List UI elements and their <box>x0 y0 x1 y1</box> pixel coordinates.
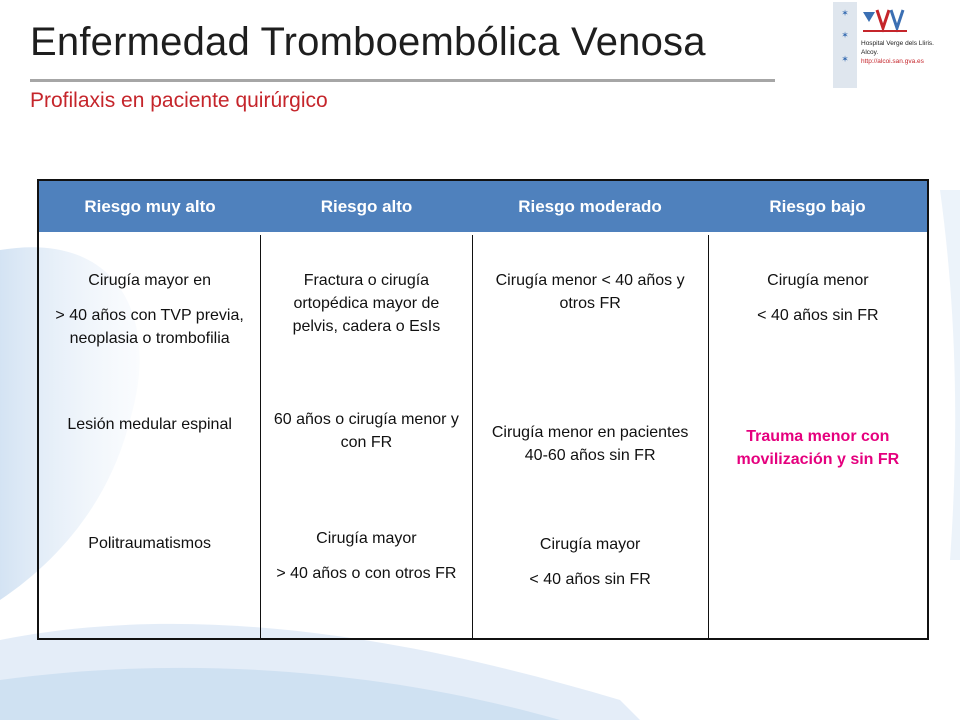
risk-item <box>481 421 700 467</box>
risk-item <box>481 533 700 591</box>
risk-item-text: Cirugía menor <box>767 272 869 289</box>
risk-item-text: < 40 años sin FR <box>757 307 879 324</box>
risk-table <box>37 179 929 640</box>
risk-item <box>269 527 463 585</box>
risk-item <box>269 269 463 338</box>
risk-item-text: Cirugía menor < 40 años y otros FR <box>495 272 685 312</box>
page-subtitle: Profilaxis en paciente quirúrgico <box>30 89 328 112</box>
risk-item-text: Cirugía mayor <box>316 530 417 547</box>
header-low-risk: Riesgo bajo <box>769 196 866 216</box>
risk-item-text: 60 años o cirugía menor y con FR <box>273 411 459 451</box>
cell-low-risk <box>709 235 927 638</box>
figure-icon: ✶ <box>841 8 849 18</box>
risk-item-text: Trauma menor con movilización y sin FR <box>736 428 900 468</box>
risk-item <box>269 408 463 454</box>
figure-icon: ✶ <box>841 54 849 64</box>
risk-item <box>717 269 919 327</box>
header-moderate-risk: Riesgo moderado <box>518 196 662 216</box>
logo-line-2: Alcoy. <box>861 49 879 56</box>
risk-item <box>47 413 252 436</box>
risk-item-text: Fractura o cirugía ortopédica mayor de pelvis, cadera o EsIs <box>292 272 441 335</box>
logo-caption <box>861 39 934 66</box>
table-header-row <box>39 181 927 235</box>
risk-item-text: Lesión medular espinal <box>67 416 232 433</box>
header-high-risk: Riesgo alto <box>320 196 413 216</box>
risk-item-text: Politraumatismos <box>88 535 211 552</box>
logo-url: http://alcoi.san.gva.es <box>861 58 924 65</box>
agency-logo-icon <box>861 6 911 36</box>
figure-icon: ✶ <box>841 30 849 40</box>
risk-item-text: Cirugía mayor <box>539 536 641 553</box>
header-very-high-risk: Riesgo muy alto <box>84 196 216 216</box>
title-divider <box>30 79 775 82</box>
table-body-row <box>39 235 927 638</box>
risk-item-text: < 40 años sin FR <box>529 571 651 588</box>
risk-item <box>47 269 252 350</box>
cell-moderate-risk <box>473 235 709 638</box>
hospital-logo <box>833 2 953 88</box>
risk-item-text: Cirugía menor en pacientes 40-60 años sin FR <box>491 424 689 464</box>
cell-high-risk <box>261 235 472 638</box>
page-title: Enfermedad Tromboembólica Venosa <box>30 20 706 64</box>
cell-very-high-risk <box>39 235 261 638</box>
risk-item-text: > 40 años con TVP previa, neoplasia o trombofilia <box>55 307 244 347</box>
logo-side-strip <box>833 2 857 88</box>
risk-item <box>47 532 252 555</box>
risk-item-text: Cirugía mayor en <box>88 272 211 289</box>
risk-item <box>481 269 700 315</box>
risk-item-text: > 40 años o con otros FR <box>276 565 457 582</box>
risk-item-highlight <box>717 425 919 471</box>
logo-line-1: Hospital Verge dels Lliris. <box>861 40 934 47</box>
